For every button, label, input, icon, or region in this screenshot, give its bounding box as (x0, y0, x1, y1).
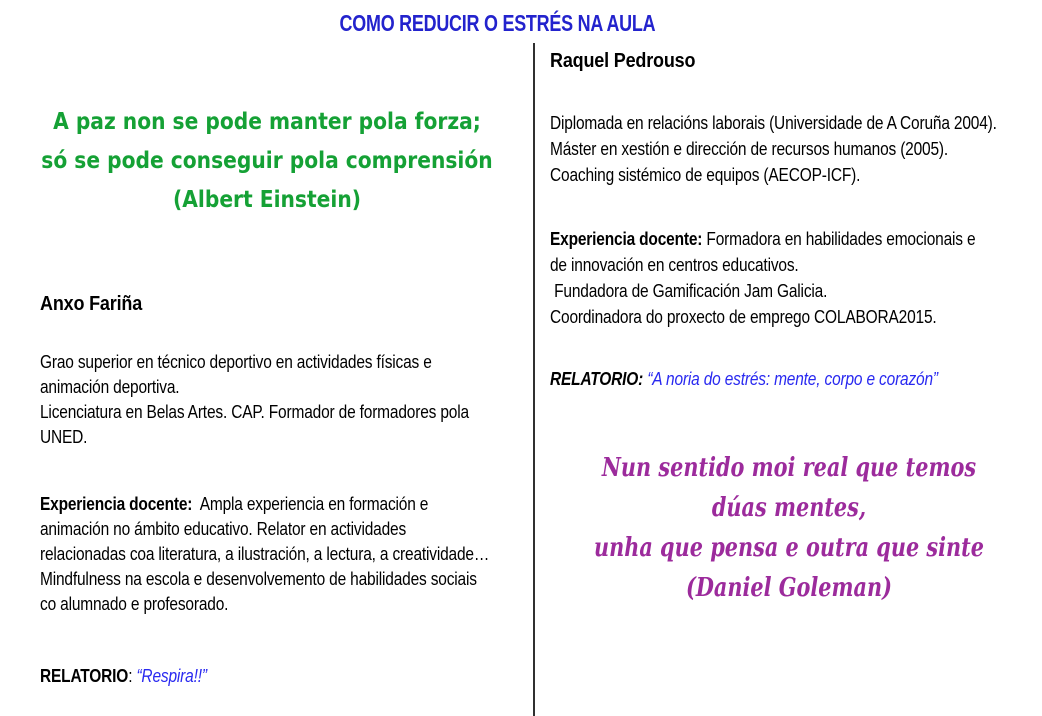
relatorio-label: RELATORIO (40, 666, 129, 686)
goleman-quote (536, 448, 1042, 608)
experience-line (550, 226, 975, 252)
bio-line: UNED. (40, 427, 88, 447)
bio-line: Grao superior en técnico deportivo en actividades físicas e (40, 352, 432, 372)
quote-line: unha que pensa e outra que sinte (593, 533, 985, 563)
experience-label: Experiencia docente: (550, 229, 703, 249)
experience-intro: Formadora en habilidades emocionais e (702, 229, 976, 249)
page-title-text: COMO REDUCIR O ESTRÉS NA AULA (339, 10, 655, 36)
bio-line: Máster en xestión e dirección de recursos humanos (2005). (550, 139, 949, 159)
goleman-quote-lines (587, 448, 992, 608)
quote-line: só se pode conseguir pola comprensión (41, 148, 493, 174)
experience-line: Coordinadora do proxecto de emprego COLABORA2015. (550, 307, 937, 327)
speaker-name-anxo: Anxo Fariña (40, 293, 143, 315)
experience-line: animación no ámbito educativo. Relator en actividades (40, 519, 407, 539)
einstein-quote (0, 103, 534, 220)
experience-line: Mindfulness na escola e desenvolvemento de habilidades sociais (40, 569, 477, 589)
experience-line: co alumnado e profesorado. (40, 594, 229, 614)
quote-line: A paz non se pode manter pola forza; (53, 109, 481, 135)
experience-line: Fundadora de Gamificación Jam Galicia. (550, 281, 828, 301)
experience-raquel (550, 226, 1042, 330)
bio-raquel (550, 110, 1042, 188)
quote-line: Nun sentido moi real que temos dúas mentes, (601, 453, 977, 523)
experience-label: Experiencia docente: (40, 494, 193, 514)
speaker-name-raquel: Raquel Pedrouso (550, 50, 696, 72)
relatorio-title: “Respira!!” (136, 666, 207, 686)
experience-intro: Ampla experiencia en formación e (192, 494, 429, 514)
einstein-quote-lines (32, 103, 502, 220)
relatorio-label: RELATORIO: (550, 369, 644, 389)
experience-anxo (40, 492, 562, 617)
relatorio-anxo (40, 664, 234, 689)
relatorio-raquel (550, 366, 1001, 392)
experience-line: de innovación en centros educativos. (550, 255, 799, 275)
bio-line: Coaching sistémico de equipos (AECOP-ICF). (550, 165, 861, 185)
quote-attribution: (Daniel Goleman) (686, 573, 892, 603)
bio-line: animación deportiva. (40, 377, 180, 397)
relatorio-title: “A noria do estrés: mente, corpo e corazón” (647, 369, 938, 389)
page-title (0, 10, 994, 37)
experience-line (40, 492, 489, 517)
experience-line: relacionadas coa literatura, a ilustración, a lectura, a creatividade… (40, 544, 490, 564)
quote-attribution: (Albert Einstein) (172, 187, 361, 213)
bio-line: Licenciatura en Belas Artes. CAP. Formador de formadores pola (40, 402, 469, 422)
relatorio-separator: : (128, 666, 137, 686)
bio-anxo (40, 350, 539, 450)
bio-line: Diplomada en relacións laborais (Universidade de A Coruña 2004). (550, 113, 997, 133)
